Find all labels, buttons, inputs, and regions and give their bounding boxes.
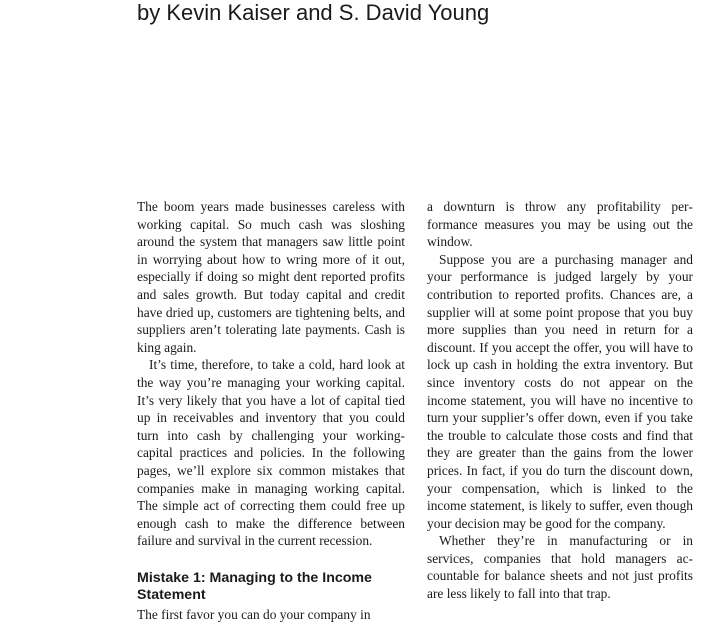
right-column bbox=[427, 198, 693, 603]
section-heading-mistake-1: Mistake 1: Managing to the Income Statement bbox=[137, 569, 372, 603]
body-paragraph: Suppose you are a purchasing manager and your performance is judged largely by your contribution to reported profits. Chances are, a supplier will at some point propose that you buy more supplies than you need in return for a discount. If you accept the offer, you will have to lock up cash in holding the extra inventory. But since inventory costs do not appear on the income statement, you will have no incentive to turn your supplier’s offer down, even if you take the trouble to calculate those costs and find that they are greater than the gains from the lower prices. In fact, if you do turn the discount down, your compensation, which is linked to the income statement, is likely to suffer, even though your decision may be good for the company. bbox=[427, 251, 693, 531]
body-paragraph: Whether they’re in manufacturing or in services, companies that hold managers accountable for balance sheets and not just profits are less likely to fall into that trap. bbox=[427, 533, 693, 602]
left-column bbox=[137, 198, 405, 623]
article-byline: by Kevin Kaiser and S. David Young bbox=[137, 0, 490, 25]
body-paragraph: The first favor you can do your company in bbox=[137, 606, 371, 622]
intro-paragraph: The boom years made businesses careless with working capital. So much cash was sloshing around the system that managers saw little point in worrying about how to wring more of it out, especially if doing so might dent reported profits and sales growth. But today capital and credit have dried up, customers are tightening belts, and suppliers aren’t tolerating late payments. Cash is king again. bbox=[137, 199, 405, 355]
body-paragraph: a downturn is throw any profitability performance measures you may be using out the window. bbox=[427, 199, 693, 250]
body-paragraph: It’s time, therefore, to take a cold, hard look at the way you’re managing your working capital. It’s very likely that you have a lot of capital tied up in receivables and inventory that you could turn into cash by challenging your working-capital practices and policies. In the following pages, we’ll explore six common mistakes that companies make in managing working capital. The simple act of correcting them could free up enough cash to make the difference between failure and survival in the current recession. bbox=[137, 357, 405, 549]
